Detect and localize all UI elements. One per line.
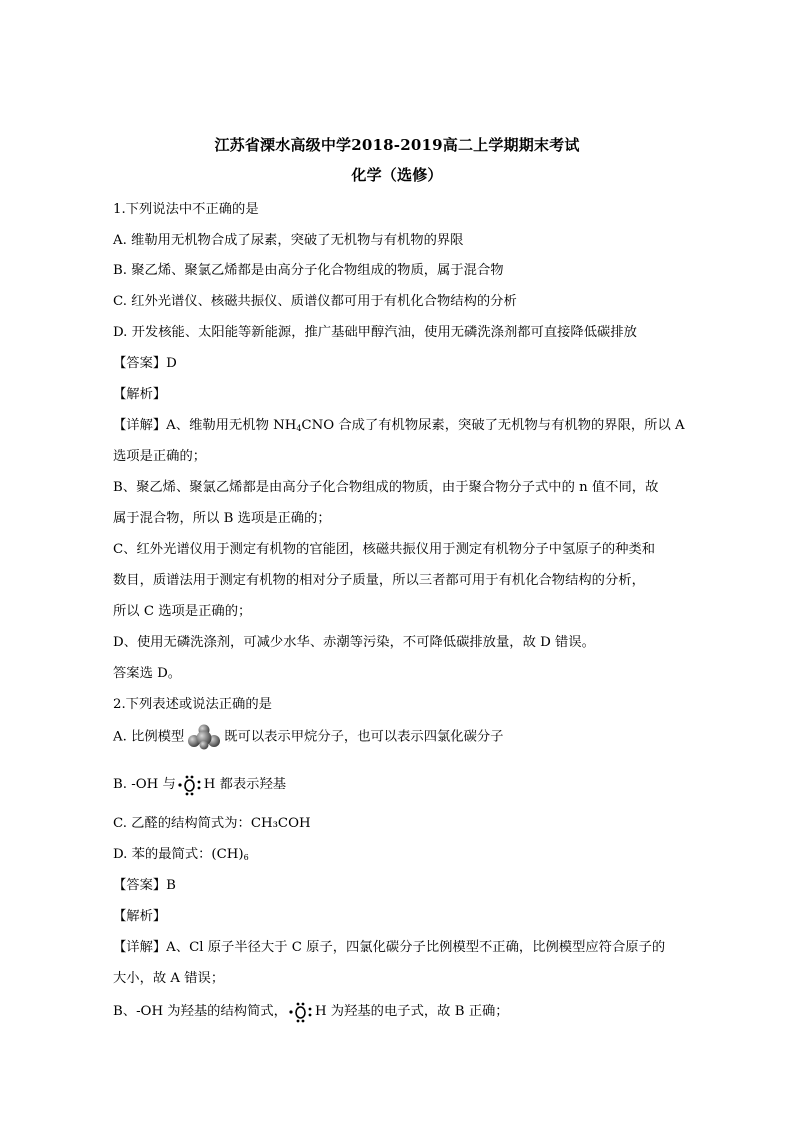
- q2-detail-3-suffix: H 为羟基的电子式，故 B 正确；: [314, 1004, 509, 1019]
- hydroxyl-electron-dot-icon: [288, 1001, 314, 1023]
- q1-conclusion: 答案选 D。: [113, 666, 182, 681]
- q2-option-a: [113, 724, 503, 750]
- q1-detail-line-6: 数目，质谱法用于测定有机物的相对分子质量，所以三者都可用于有机化合物结构的分析，: [113, 573, 645, 588]
- q1-option-d: D. 开发核能、太阳能等新能源，推广基础甲醇汽油，使用无磷洗涤剂都可直接降低碳排放: [113, 325, 637, 340]
- q2-detail-line-2: 大小，故 A 错误；: [113, 971, 225, 986]
- q2-option-b-suffix: H 都表示羟基: [203, 777, 287, 792]
- q2-option-d-subscript: 6: [243, 853, 249, 862]
- q2-option-a-suffix: 既可以表示甲烷分子，也可以表示四氯化碳分子: [224, 729, 504, 745]
- q1-detail-line-1: [113, 414, 685, 433]
- q1-detail-line-2: 选项是正确的；: [113, 449, 207, 464]
- q1-detail-line-5: C、红外光谱仪用于测定有机物的官能团，核磁共振仪用于测定有机物分子中氢原子的种类和: [113, 542, 656, 557]
- q2-option-b-prefix: B. -OH 与: [113, 777, 176, 792]
- q1-detail-line-8: D、使用无磷洗涤剂，可减少水华、赤潮等污染，不可降低碳排放量，故 D 错误。: [113, 635, 595, 650]
- q1-option-c: C. 红外光谱仪、核磁共振仪、质谱仪都可用于有机化合物结构的分析: [113, 294, 517, 309]
- document-title: 江苏省溧水高级中学2018-2019高二上学期期末考试: [214, 136, 580, 154]
- hydroxyl-electron-dot-icon: [177, 774, 203, 796]
- q2-detail-line-3: [113, 1000, 509, 1023]
- q2-option-d: [113, 843, 249, 862]
- q1-analysis-label: 【解析】: [113, 387, 167, 402]
- q2-detail-3-prefix: B、-OH 为羟基的结构简式，: [113, 1004, 287, 1019]
- q2-option-b: [113, 773, 286, 796]
- q2-option-c: C. 乙醛的结构简式为：CH₃COH: [113, 816, 311, 831]
- q1-detail-1a: 【详解】A、维勒用无机物 NH: [113, 418, 297, 433]
- q2-answer: 【答案】B: [113, 878, 176, 893]
- q1-detail-line-4: 属于混合物，所以 B 选项是正确的；: [113, 511, 331, 526]
- q2-stem: 2.下列表述或说法正确的是: [113, 697, 272, 712]
- document-subtitle: 化学（选修）: [351, 166, 443, 184]
- q1-detail-1b: CNO 合成了有机物尿素，突破了无机物与有机物的界限，所以 A: [301, 418, 685, 433]
- q2-detail-line-1: 【详解】A、Cl 原子半径大于 C 原子，四氯化碳分子比例模型不正确，比例模型应符合原子的: [113, 940, 666, 955]
- space-filling-model-icon: [186, 724, 222, 750]
- q2-option-d-prefix: D. 苯的最简式：(CH): [113, 847, 244, 862]
- q1-answer: 【答案】D: [113, 356, 177, 371]
- q2-option-a-prefix: A. 比例模型: [113, 729, 185, 745]
- q1-detail-line-3: B、聚乙烯、聚氯乙烯都是由高分子化合物组成的物质，由于聚合物分子式中的 n 值不同，故: [113, 480, 659, 495]
- q2-analysis-label: 【解析】: [113, 909, 167, 924]
- q1-stem: 1.下列说法中不正确的是: [113, 202, 259, 217]
- q1-option-b: B. 聚乙烯、聚氯乙烯都是由高分子化合物组成的物质，属于混合物: [113, 263, 504, 278]
- q1-detail-1a-subscript: 4: [296, 424, 302, 433]
- q1-detail-line-7: 所以 C 选项是正确的；: [113, 604, 252, 619]
- q1-option-a: A. 维勒用无机物合成了尿素，突破了无机物与有机物的界限: [113, 233, 464, 248]
